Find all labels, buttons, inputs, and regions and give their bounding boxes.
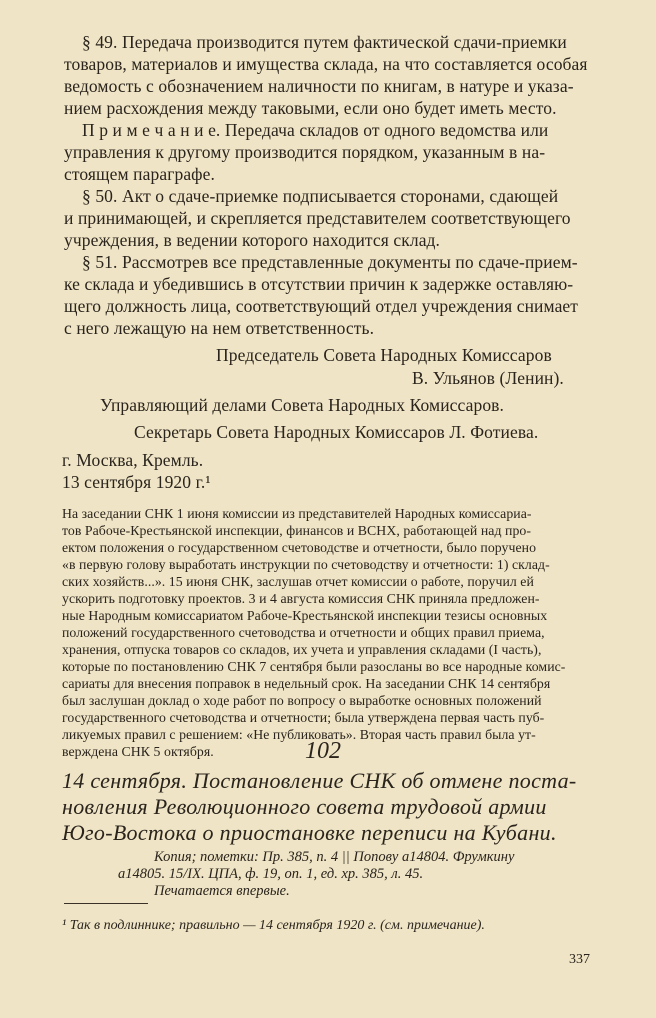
footnote-separator [64,903,148,904]
archive-metadata-line-2: а14805. 15/IX. ЦПА, ф. 19, оп. 1, ед. хр. 385, л. 45. [118,866,424,882]
editorial-note-line: ских хозяйств...». 15 июня СНК, заслушав отчет комиссии о работе, поручил ей [62,574,534,589]
paragraph-49-line-2: товаров, материалов и имущества склада, на что составляется особая [64,54,588,74]
signature-secretary: Секретарь Совета Народных Комиссаров Л. Фотиева. [134,422,539,442]
editorial-note-line: положений государственного счетоводства и отчетности и общих правил приема, [62,625,545,640]
paragraph-50-line-3: учреждения, в ведении которого находится склад. [64,230,441,250]
paragraph-51-line-4: с него лежащую на нем ответственность. [64,318,375,338]
editorial-note-line: был заслушан доклад о ходе работ по вопросу о выработке основных положений [62,693,542,708]
paragraph-51-line-1: § 51. Рассмотрев все представленные документы по сдаче-прием- [82,252,578,272]
editorial-note-line: хранения, отпуска товаров со складов, их учета и управления складами (I часть), [62,642,542,657]
editorial-note-line: государственного счетоводства и отчетности; была утверждена первая часть пуб- [62,710,545,725]
editorial-note-line: ускорить подготовку проектов. 3 и 4 августа комиссия СНК приняла предложен- [62,591,540,606]
footnote: ¹ Так в подлиннике; правильно — 14 сентября 1920 г. (см. примечание). [62,918,485,933]
paragraph-49-line-3: ведомость с обозначением наличности по книгам, в натуре и указа- [64,76,574,96]
editorial-note-line: верждена СНК 5 октября. [62,744,214,759]
document-title-line-1: 14 сентября. Постановление СНК об отмене поста- [62,768,577,793]
note-paragraph-line-3: стоящем параграфе. [64,164,215,184]
document-number: 102 [305,738,341,764]
editorial-note-line: ликуемых правил с решением: «Не публиковать». Вторая часть правил была ут- [62,727,536,742]
paragraph-51-line-3: щего должность лица, соответствующий отдел учреждения снимает [64,296,579,316]
signature-chairman-name: В. Ульянов (Ленин). [412,368,564,388]
editorial-note-line: ные Народным комиссариатом Рабоче-Крестьянской инспекции тезисы основных [62,608,548,623]
paragraph-50-line-2: и принимающей, и скрепляется представителем соответствующего [64,208,571,228]
paragraph-49-line-4: нием расхождения между таковыми, если оно будет иметь место. [64,98,557,118]
editorial-note-line: «в первую голову выработать инструкции по счетоводству и отчетности: 1) склад- [62,557,550,572]
paragraph-51-line-2: ке склада и убедившись в отсутствии причин к задержке оставляю- [64,274,574,294]
signature-chairman-title: Председатель Совета Народных Комиссаров [216,345,552,365]
paragraph-49-line-1: § 49. Передача производится путем фактической сдачи-приемки [82,32,567,52]
editorial-note-line: На заседании СНК 1 июня комиссии из представителей Народных комиссариа- [62,506,532,521]
paragraph-50-line-1: § 50. Акт о сдаче-приемке подписывается сторонами, сдающей [82,186,559,206]
signature-office-manager: Управляющий делами Совета Народных Комиссаров. [100,395,505,415]
document-date: 13 сентября 1920 г.¹ [62,472,211,492]
page-number: 337 [569,952,590,967]
publication-status: Печатается впервые. [154,883,290,899]
editorial-note-line: ектом положения о государственном счетоводстве и отчетности, было поручено [62,540,537,555]
editorial-note-line: сариаты для внесения поправок в недельный срок. На заседании СНК 14 сентября [62,676,551,691]
editorial-note-line: которые по постановлению СНК 7 сентября были разосланы во все народные комис- [62,659,566,674]
document-place: г. Москва, Кремль. [62,450,204,470]
note-paragraph-line-1: П р и м е ч а н и е. Передача складов от одного ведомства или [82,120,549,140]
document-title-line-3: Юго-Востока о приостановке переписи на Кубани. [62,820,557,845]
editorial-note-line: тов Рабоче-Крестьянской инспекции, финансов и ВСНХ, работающей над про- [62,523,532,538]
document-title-line-2: новления Революционного совета трудовой армии [62,794,547,819]
note-paragraph-line-2: управления к другому производится порядком, указанным в на- [64,142,546,162]
archive-metadata-line-1: Копия; пометки: Пр. 385, п. 4 || Попову а14804. Фрумкину [154,849,515,865]
